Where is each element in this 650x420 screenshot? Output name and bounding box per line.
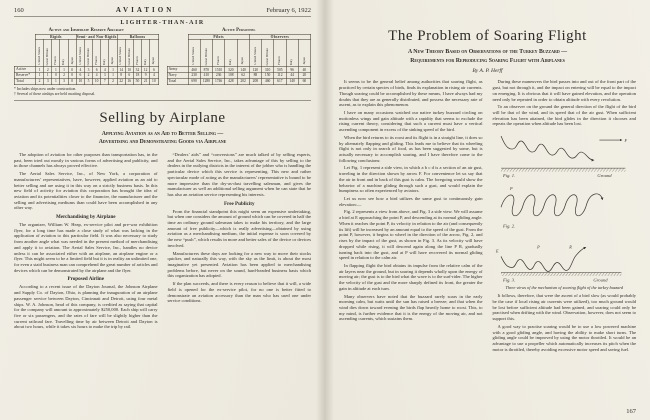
country-header-row [167, 40, 311, 67]
table-cell: 460 [262, 78, 274, 84]
table-cell: 1 [36, 73, 44, 79]
paragraph: Let Fig. 1 represent a side view, in which a b c d is a section of an air gust, traveling in the direction shown by arrow F. For convenience let us say that the air in front and in back of this gust is calm. The foregoing would show the behavior of a machine gliding through such a gust, and would explain the bumpiness so often experienced by aviators. [339, 165, 483, 194]
table-cell: 20 [298, 73, 310, 79]
table-cell: 5 [84, 78, 92, 84]
table-cell: 320 [225, 67, 237, 73]
row-label: Navy [167, 73, 188, 79]
table-cell: 1 [44, 73, 52, 79]
table-cell: 1 [52, 78, 60, 84]
paragraph: According to a recent issue of the Dayton Journal, the Johnson Airplane and Supply Co. of Dayton, Ohio, is planning the inauguration of an airplane passenger service between Dayton, Cincinnati and Detroit, using four metal ships. W. A. Johnson, head of this company, is credited as saying that capital for the company will amount to approximately $250,000. Each ship will carry five or six passengers, and the rates of fare will be slightly higher than the current railroad fare. Travelling time by air between Detroit and Dayton is about two hours, while it takes six hours to make the trip by rail. [14, 284, 158, 330]
fig2-diagram [501, 186, 602, 228]
group-header: Rigids [36, 35, 77, 40]
body-paragraphs [493, 79, 637, 127]
table-cell: 410 [200, 73, 212, 79]
group-header: Semi- and Non-Rigids [76, 35, 117, 39]
table-cell: 3 [44, 78, 52, 84]
ground-hatch-fig3 [501, 273, 621, 277]
soaring-flight-figure [493, 130, 637, 283]
table-row [167, 78, 311, 84]
paragraph: From the financial standpoint this might seem an expensive undertaking, but when one considers the amount of ground which can be covered in half the time an ordinary ground salesman takes to make his territory, and the large amount of free publicity—which is really advertising—obtained by using aviation as a merchandising medium, the initial expense is soon covered by the new “push”, which results in more and better sales of the device or devices involved. [167, 208, 311, 248]
table-cell: 6 [93, 67, 101, 73]
table-cell: 120 [249, 67, 261, 73]
table-cell: 1510 [213, 67, 225, 73]
merchandising-paragraphs [14, 222, 158, 273]
country-column-header: France [93, 40, 101, 67]
fig1-label: Fig. 1. [502, 173, 515, 179]
table-cell: 10 [125, 67, 133, 73]
country-column-header: France [133, 40, 141, 67]
country-column-header: Japan [150, 40, 158, 67]
paragraph: If the plan succeeds, and there is every reason to believe that it will, a wide field is opened for the ex-service pilot, for no one is better fitted to demonstrate an aviation accessory than the man who has used one under service conditions. [167, 281, 311, 304]
group-header: Pilots [188, 35, 249, 40]
table-cell: 60 [298, 78, 310, 84]
fig1-diagram [501, 136, 627, 178]
paragraph: I have on many occasions watched our native turkey buzzard circling on motionless wings and gain altitude with a rapidity that seems to exclude the rising current theory, considering that such a current must have a vertical ascending component in excess of the sinking speed of the bird. [339, 109, 483, 133]
figure-svg [493, 130, 637, 283]
paragraph: It seems to be the general belief among authorities that soaring flight, as practiced by certain species of birds, finds its explanation in rising air currents. Though soaring could be accomplished by these means, I have always had my doubts that they are as generally distributed, and possess the necessary rate of ascent, as to explain this phenomenon. [339, 79, 483, 108]
country-column-header: Japan [109, 40, 117, 67]
table-cell: 18 [133, 73, 141, 79]
column-2 [168, 152, 312, 332]
paragraph: It follows, therefore, that were the ascent of a bird slow (as would probably be the case if local rising air currents were utilized), too much ground would be lost before sufficient altitude had been gained, and soaring could only be practised when drifting with the wind. Observation, however, does not seem to support this. [492, 293, 636, 322]
row-label: Total [167, 78, 188, 84]
personnel-table-title: Active Personnel [221, 28, 256, 33]
country-column-header: Japan [237, 40, 249, 67]
paragraph: Let us now see how a bird utilizes the same gust to continuously gain elevation:— [339, 196, 483, 207]
label-p-fig2: P [509, 186, 513, 192]
row-label: Active [15, 67, 36, 73]
dealers-paragraphs [168, 152, 312, 198]
table-cell: 4 [93, 73, 101, 79]
row-label: Army [167, 67, 188, 73]
country-column-header: Italy [286, 40, 298, 67]
table-cell: 16 [125, 78, 133, 84]
table-cell: 21 [142, 78, 150, 84]
paragraph: In flapping flight the bird obtains its impulse from the relative calm of the air layers near the ground, but in soaring it depends wholly upon the energy of moving air; the gust is to the bird what the wave is to the surf-rider. The higher the velocity of the gust and the more sharply defined its front, the greater the gain in altitude at each turn. [339, 262, 483, 291]
personnel-table [167, 34, 312, 85]
paragraph: † Several of these airships are held awaiting disposal. [14, 91, 96, 96]
paragraph: The organizer, William W. Heap, ex-service pilot and pre-war exhibition flyer, for a long time has made a close study of what was lacking in the application of aviation to this particular field. It was also necessary to study from another angle what was needed in the present method of merchandising and apply it to aviation. The Aerial Sales Service, Inc., handles no device unless it can be associated either with an airplane, an airplane engine or a flyer. This might seem to be a limited field but it is in reality an unlimited one, for even a staid business man can comprehend the great number of articles and devices which can be demonstrated by the airplane and the flyer. [14, 222, 158, 273]
paragraph: Manufacturers these days are looking for a new way to move their stocks quicker, and naturally this way, with the sky as the limit, is about the most imaginative yet presented. Aviation has been applied to merchandising problems before, but never on the sound, hard-headed business basis which this organization has adopted. [167, 250, 311, 279]
fig2-label: Fig. 2. [502, 223, 515, 229]
table-cell: 96 [286, 67, 298, 73]
section-title: LIGHTER-THAN-AIR [120, 20, 205, 26]
country-column-header: Great Britain [84, 40, 92, 67]
paragraph: Fig. 2 represents a view from above, and Fig. 3 a side view. We will assume a bird at E approaching the point P, and descending at its normal gliding angle. When it reaches the point P, its velocity in relation to the air (and consequently its lift) will be increased by an amount equal to the speed of the gust. From the point P, however, it begins to wheel in the direction of the arrow, Fig. 2, and rises by the impact of the gust, as shown in Fig. 3. As its velocity will have dropped while rising, it will descend again along the line P R, gradually turning back into the gust, and at P will have recovered its normal gliding speed in relation to the calm air. [339, 209, 483, 261]
table-cell: 12 [142, 67, 150, 73]
table-cell: 112 [274, 73, 286, 79]
table-cell: 1 [60, 67, 68, 73]
table-cell: 44 [286, 73, 298, 79]
table-cell: 0 [52, 73, 60, 79]
flight-path-fig2 [501, 194, 602, 216]
table-cell: 4 [76, 67, 84, 73]
table-cell: 236 [213, 73, 225, 79]
fig3-diagram [495, 245, 621, 283]
aircraft-table [14, 34, 159, 85]
figure-caption: Three views of the mechanism of soaring flight of the turkey buzzard [505, 284, 623, 290]
intro-paragraphs [14, 152, 158, 211]
table-cell: 108 [225, 73, 237, 79]
paragraph: During these maneuvers the bird passes into and out of the front part of the gust, but not through it, and the impact on entering will be equal to the impact on emerging. It is obvious that it will have gained elevation, and the operation need only be repeated in order to obtain altitude with every revolution. [492, 79, 636, 102]
table-cell: 428 [225, 78, 237, 84]
country-column-header: Great Britain [44, 40, 52, 67]
article-subtitle [339, 48, 636, 65]
fig3-label: Fig. 3. [502, 277, 515, 283]
country-column-header: United States [249, 40, 261, 67]
table-row [15, 78, 159, 84]
country-column-header: United States [76, 40, 84, 67]
subtitle-line-2: Requirements for Reproducing Soaring Flight with Airplanes [410, 57, 565, 64]
table-cell: 10 [93, 78, 101, 84]
table-cell: 1 [109, 73, 117, 79]
flight-path-fig1 [501, 136, 593, 160]
row-label: Reserve* [15, 73, 36, 79]
group-header: Observers [249, 35, 310, 40]
country-column-header: France [274, 40, 286, 67]
table-cell: 40 [298, 67, 310, 73]
country-column-header: Great Britain [262, 40, 274, 67]
subtitle-line-1: A New Theory Based on Observations of the Turkey Buzzard — [407, 49, 568, 55]
table-cell: 0 [68, 78, 76, 84]
table-cell: 6 [150, 67, 158, 73]
table-cell: 88 [249, 73, 261, 79]
table-cell: 1 [36, 67, 44, 73]
country-column-header: Italy [101, 40, 109, 67]
aircraft-table-wrap [14, 27, 159, 85]
column-1 [339, 79, 483, 354]
table-cell: 32 [133, 67, 141, 73]
flight-path-fig3 [501, 248, 585, 272]
table-cell: 9 [142, 73, 150, 79]
country-column-header: Japan [298, 40, 310, 67]
label-f: F [623, 138, 627, 144]
paragraph: A good way to practise soaring would be to use a low powered machine with a good gliding angle, and having the ability to make short turns. The gliding angle could be improved by using the motor throttled. It would be an advantage to use a propeller which automatically increases its pitch when the motor is throttled, thereby avoiding excessive motor speed and saving fuel. [492, 323, 636, 352]
page-number-right: 167 [626, 408, 636, 415]
table-cell: 1280 [200, 78, 212, 84]
label-r: R [568, 244, 572, 250]
column-2 [493, 79, 637, 354]
ground-label-fig3: Ground [592, 277, 608, 283]
label-e: E [495, 248, 499, 254]
paragraph: The adoption of aviation for other purposes than transportation has, in the past, been tried out mostly in various forms of advertising and publicity, and in those channels has always proved effective. [14, 151, 158, 169]
country-column-header: Italy [225, 40, 237, 67]
column-1 [14, 152, 158, 332]
table-cell: 230 [188, 73, 200, 79]
row-label: Total [15, 78, 36, 84]
table-cell: 10 [150, 78, 158, 84]
table-cell: 2 [44, 67, 52, 73]
table-cell: 505 [274, 67, 286, 73]
country-column-header: Japan [68, 40, 76, 67]
table-cell: 6 [125, 73, 133, 79]
table-cell: 4 [150, 73, 158, 79]
table-cell: 3 [60, 78, 68, 84]
table-cell: 2 [84, 73, 92, 79]
table-footnotes [14, 87, 311, 101]
table-cell: 6 [76, 73, 84, 79]
paragraph: Many observers have noted that the buzzard rarely soars in the early morning calm, but waits until the sun has raised a breeze; and that when the wind dies down toward evening the birds flap heavily home to roost. This, to my mind, is further evidence that it is the energy of the moving air, and not ascending currents, which sustains them. [339, 293, 483, 322]
corner-cell [15, 40, 36, 67]
table-cell: 617 [274, 78, 286, 84]
subhead-merchandising: Merchandising by Airplane [55, 214, 116, 221]
table-cell: 10 [76, 78, 84, 84]
article-columns [14, 152, 311, 332]
table-cell: 0 [68, 67, 76, 73]
paragraph: To an observer on the ground the general direction of the flight of the bird will be that of the wind, and its speed that of the air gust. When sufficient elevation has been attained, the bird glides in the direction it chooses and repeats the operation when altitude has been lost. [492, 104, 636, 127]
table-cell: 1746 [213, 78, 225, 84]
table-cell: 50 [133, 78, 141, 84]
paragraph: “Dealers’ aids” and “conversions” are much talked of by selling experts, and the Aerial Sales Service, Inc., takes advantage of this by selling to the dealers in the outlying districts in the interest of the jobber who is handling the particular device which this service is representing. This new and rather spectacular mode of acting as the manufacturers’ representative is bound to be more impressive than the dry-as-dust travelling salesman, and gives the manufacturer as well an additional selling argument when he can state that he has also an aviation service representing his interests. [167, 151, 311, 197]
paragraph: * Includes ships now under construction. [14, 86, 77, 91]
ground-hatch-fig1 [501, 168, 625, 172]
body-paragraphs [493, 293, 637, 352]
airline-paragraphs [14, 284, 158, 330]
table-cell: 2 [36, 78, 44, 84]
page-number-left: 160 [14, 7, 24, 14]
body-paragraphs [339, 79, 483, 322]
statistics-tables [14, 27, 311, 85]
aircraft-table-title: Active and Immediate Reserve Aircraft [48, 28, 124, 33]
group-header: Balloons [117, 35, 158, 40]
country-column-header: United States [36, 40, 44, 67]
country-column-header: France [52, 40, 60, 67]
table-cell: 22 [117, 78, 125, 84]
byline: By A. P. Herff [472, 68, 503, 75]
country-column-header: United States [117, 40, 125, 67]
table-cell: 3 [101, 73, 109, 79]
table-cell: 0 [68, 73, 76, 79]
table-cell: 7 [101, 78, 109, 84]
table-cell: 460 [188, 67, 200, 73]
personnel-table-wrap [167, 27, 312, 85]
subtitle-line-1: Applying Aviation as an Aid to Better Selling — [101, 130, 224, 137]
journal-title: AVIATION [115, 6, 175, 14]
table-cell: 310 [262, 67, 274, 73]
country-column-header: Great Britain [200, 40, 212, 67]
table-cell: 870 [200, 67, 212, 73]
table-cell: 2 [60, 73, 68, 79]
table-cell: 202 [237, 78, 249, 84]
article-subtitle [14, 130, 311, 147]
paragraph: The Aerial Sales Service, Inc., of New York, a corporation of manufacturers’ representatives, have, however, applied aviation as an aid to better selling and are using it in this way on a strictly business basis. In this new field of activity for aviation this corporation has brought the idea of aviation and its potentialities closer to the financier, the manufacturer and the selling and advertising mediums than could have been accomplished in any other way. [14, 171, 158, 211]
ground-label-fig1: Ground [596, 173, 612, 179]
right-page [325, 0, 650, 420]
table-cell: 62 [237, 73, 249, 79]
table-cell: 4 [101, 67, 109, 73]
country-column-header: Italy [60, 40, 68, 67]
subhead-proposed-airline: Proposed Airline [67, 276, 105, 283]
subtitle-line-2: Advertising and Demonstrating Goods via Airplane [98, 139, 227, 146]
issue-date: February 6, 1922 [266, 7, 311, 14]
subhead-free-publicity: Free Publicity [223, 200, 255, 207]
country-column-header: United States [188, 40, 200, 67]
article-title-soaring: The Problem of Soaring Flight [388, 28, 587, 44]
country-column-header: Great Britain [125, 40, 133, 67]
publicity-paragraphs [168, 209, 312, 305]
table-cell: 690 [188, 78, 200, 84]
country-column-header: Italy [142, 40, 150, 67]
table-cell: 2 [109, 78, 117, 84]
table-cell: 14 [117, 67, 125, 73]
table-cell: 150 [262, 73, 274, 79]
country-header-row [15, 40, 159, 67]
table-cell: 140 [286, 78, 298, 84]
table-cell: 1 [109, 67, 117, 73]
corner-cell [167, 40, 188, 67]
table-cell: 140 [237, 67, 249, 73]
table-cell: 3 [84, 67, 92, 73]
table-cell: 1 [52, 67, 60, 73]
running-header [14, 6, 311, 17]
table-cell: 208 [249, 78, 261, 84]
article-title-selling: Selling by Airplane [99, 109, 226, 126]
label-p-fig3: P [536, 244, 540, 250]
paragraph: When the bird returns to its roost and its flight is in a straight line, it does so by alternately flapping and gliding. This leads me to believe that its wheeling flight is not only in search of food, as has been suggested by some, but is actually necessary to accomplish soaring, and I have therefore come to the following conclusions: [339, 134, 483, 163]
table-cell: 8 [117, 73, 125, 79]
article-columns [339, 79, 636, 354]
country-column-header: France [213, 40, 225, 67]
